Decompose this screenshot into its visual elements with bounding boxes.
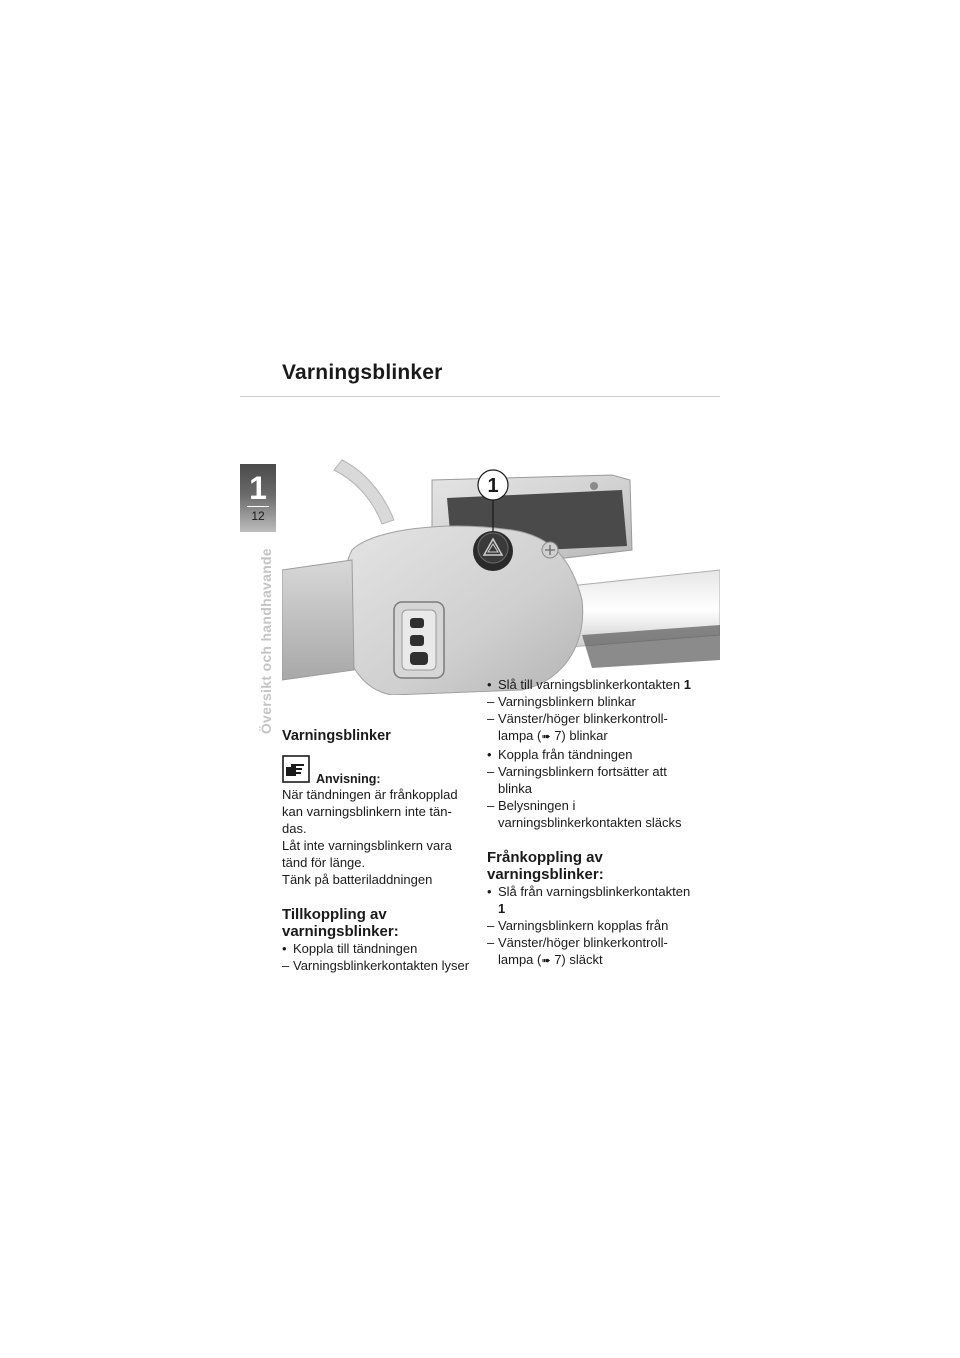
- list-item: • Koppla från tändningen: [487, 746, 697, 763]
- figure-callout: 1: [487, 475, 499, 497]
- ref-number: 1: [498, 901, 506, 916]
- list-item: – Vänster/höger blinkerkontroll-lampa (➠ 7) blinkar: [487, 710, 697, 746]
- section-heading-off: Frånkoppling av varningsblinker:: [487, 849, 604, 883]
- list-item: – Varningsblinkern fortsätter att blinka: [487, 763, 697, 797]
- list-item: – Vänster/höger blinkerkontroll-lampa (➠ 7) släckt: [487, 934, 697, 970]
- page-ref-arrow-icon: ➠: [541, 731, 551, 743]
- chapter-tab: [240, 464, 276, 532]
- handlebar-switch-photo: [282, 450, 720, 695]
- note-label: Anvisning:: [316, 772, 381, 786]
- page-number: 12: [251, 509, 265, 523]
- list-item: – Varningsblinkerkontakten lyser: [282, 957, 472, 974]
- page-title: Varningsblinker: [282, 361, 443, 384]
- list-item: – Varningsblinkern blinkar: [487, 693, 697, 710]
- left-column: [282, 728, 472, 974]
- list-item: • Slå från varningsblinkerkontakten 1: [487, 883, 697, 917]
- title-divider: [240, 396, 720, 397]
- list-item: • Slå till varningsblinkerkontakten 1: [487, 676, 697, 693]
- right-column: [487, 676, 697, 970]
- list-item: – Belysningen i varningsblinkerkontakten släcks: [487, 797, 697, 831]
- chapter-divider: [247, 506, 269, 507]
- note-header: [282, 759, 472, 785]
- section-heading-on: Tillkoppling av varningsblinker:: [282, 906, 399, 940]
- activation-steps: [282, 940, 472, 974]
- note-paragraph: Tänk på batteriladdningen: [282, 872, 433, 887]
- deactivation-steps: [487, 883, 697, 970]
- subheading: Varningsblinker: [282, 728, 391, 744]
- list-item: – Varningsblinkern kopplas från: [487, 917, 697, 934]
- list-item: • Koppla till tändningen: [282, 940, 472, 957]
- note-paragraph: När tändningen är frånkopplad kan varningsblinkern inte tän-das.: [282, 787, 458, 836]
- page-ref-arrow-icon: ➠: [541, 955, 551, 967]
- chapter-number: 1: [249, 470, 267, 506]
- chapter-side-label: Översikt och handhavande: [258, 548, 274, 735]
- activation-results: [487, 676, 697, 831]
- note-paragraph: Låt inte varningsblinkern vara tänd för länge.: [282, 838, 452, 870]
- note-hand-icon: [282, 755, 310, 783]
- ref-number: 1: [683, 677, 691, 692]
